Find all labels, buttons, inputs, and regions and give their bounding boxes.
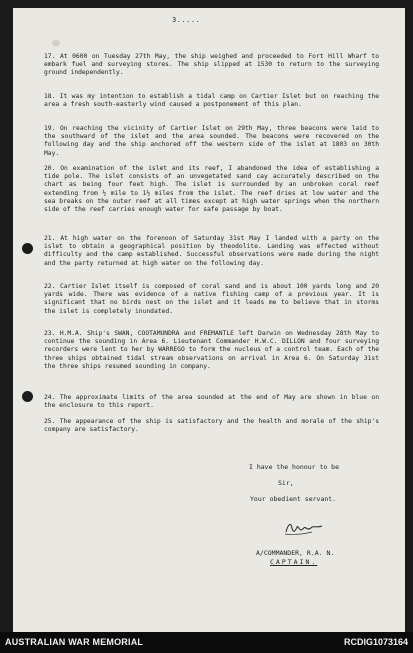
paragraph-19: 19. On reaching the vicinity of Cartier Islet on 29th May, three beacons were laid to the southward of the islet and the area sounded. The beacons were recovered on the following day and the ship anchored off the western side of the islet at 1803 on 30th May. [44, 125, 379, 157]
paragraph-18: 18. It was my intention to establish a tidal camp on Cartier Islet but on reaching the area a fresh south-easterly wind caused a postponement of this plan. [44, 93, 379, 109]
page-number: 3..... [172, 16, 201, 24]
signatory-rank: A/COMMANDER, R.A. N. [256, 549, 335, 557]
paragraph-21: 21. At high water on the forenoon of Saturday 31st May I landed with a party on the islet to obtain a geographical position by theodolite. Landing was effected without difficulty and the camp established. Successful observations were made during the night and the party returned at high water on the following day. [44, 235, 379, 267]
closing-servant: Your obedient servant. [250, 495, 337, 503]
archive-footer [0, 632, 413, 653]
paragraph-22: 22. Cartier Islet itself is composed of coral sand and is about 100 yards long and 20 yards wide. There was evidence of a native fishing camp of a previous year. It is significant that no birds nest on the islet and it leads me to believe that in storms the islet is completely inundated. [44, 283, 379, 315]
closing-salutation: Sir, [278, 479, 294, 487]
paper-mark [52, 40, 60, 46]
footer-record-id: RCDIG1073164 [343, 637, 408, 647]
punch-hole-lower [22, 391, 33, 402]
paragraph-17: 17. At 0600 on Tuesday 27th May, the ship weighed and proceeded to Fort Hill Wharf to embark fuel and surveying stores. The ship slipped at 1530 to return to the surveying ground independently. [44, 53, 379, 77]
footer-institution: AUSTRALIAN WAR MEMORIAL [5, 637, 144, 647]
paragraph-24: 24. The approximate limits of the area sounded at the end of May are shown in blue on the enclosure to this report. [44, 394, 379, 410]
handwritten-signature [282, 518, 328, 538]
paragraph-23: 23. H.M.A. Ship's SWAN, COOTAMUNDRA and FREMANTLE left Darwin on Wednesday 28th May to continue the sounding in Area 6. Lieutenant Commander H.W.C. DILLON and four surveying recorders were lent to her by WARREGO to form the nucleus of a control team. Each of the three ships obtained tidal stream observations on arrival in Area 6. On Saturday 31st the three ships resumed sounding in company. [44, 330, 379, 370]
paragraph-20: 20. On examination of the islet and its reef, I abandoned the idea of establishing a tide pole. The islet consists of an unvegetated sand cay accurately described on the chart as being four feet high. The islet is surrounded by an unbroken coral reef extending from ½ mile to 1½ miles from the islet. The reef dries at low water and the sea breaks on the outer reef at all times except at high water springs when the northern side of the reef carries enough water for safe passage by boat. [44, 165, 379, 214]
signatory-title: CAPTAIN. [270, 558, 318, 566]
closing-honour: I have the honour to be [249, 463, 340, 471]
punch-hole-upper [22, 243, 33, 254]
paragraph-25: 25. The appearance of the ship is satisfactory and the health and morale of the ship's company are satisfactory. [44, 418, 379, 434]
